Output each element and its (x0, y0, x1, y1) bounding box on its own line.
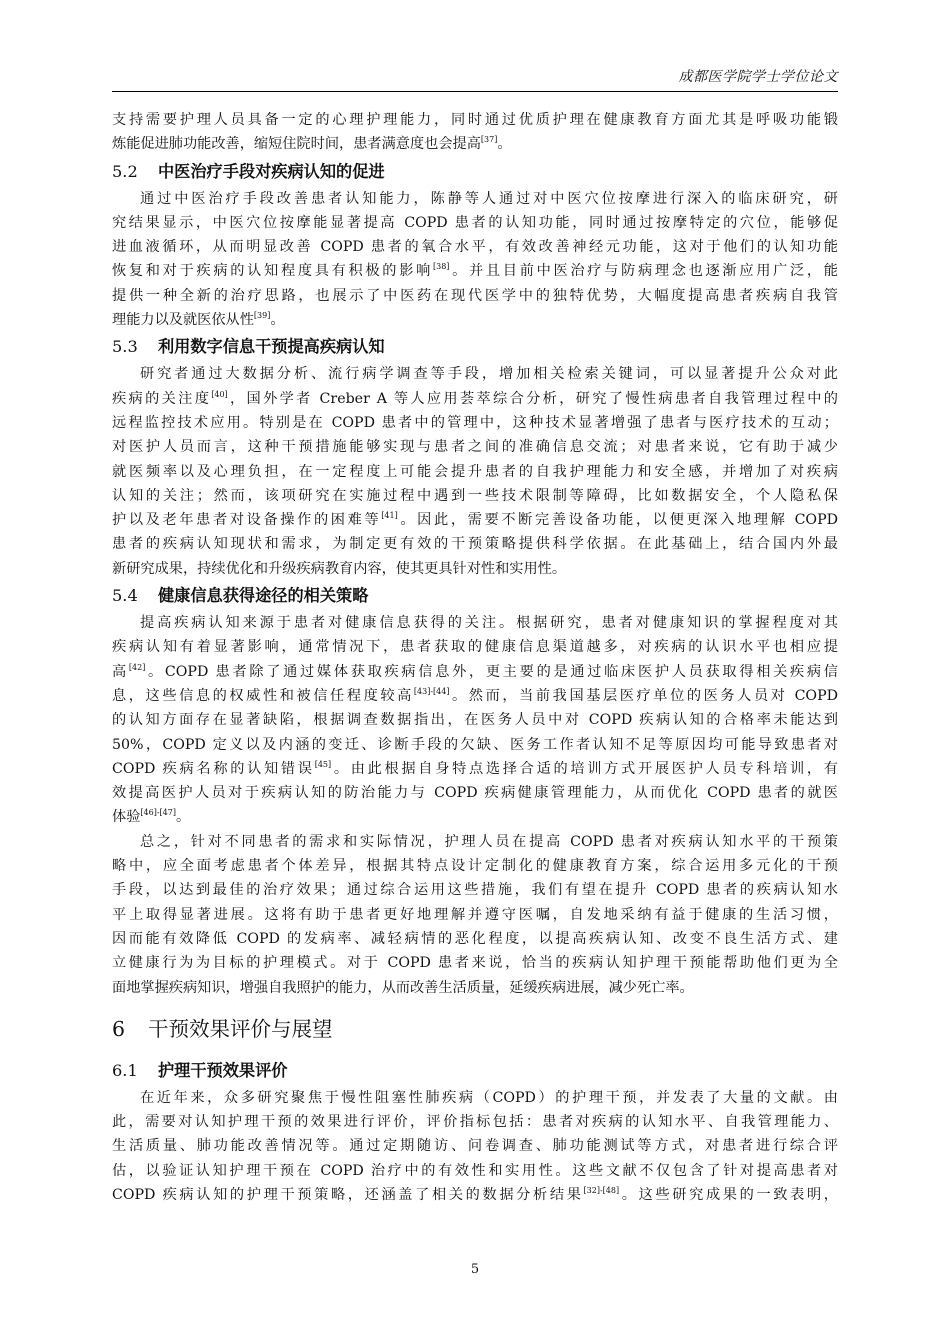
text-line: 理能力以及就医依从性[39]。 (112, 311, 285, 329)
citation-marker: [43]-[44] (413, 686, 450, 696)
heading-text: 护理干预效果评价 (158, 1060, 288, 1080)
heading-text: 健康信息获得途径的相关策略 (158, 586, 369, 606)
chapter-heading (112, 1004, 838, 1054)
text-line: 面地掌握疾病知识，增强自我照护的能力，从而改善生活质量，延缓疾病进展，减少死亡率。 (112, 979, 694, 996)
heading-number: 5.3 (112, 337, 138, 357)
text-line: 研究者通过大数据分析、流行病学调查等手段，增加相关检索关键词，可以显著提升公众对此 (140, 366, 838, 383)
citation-marker: [32]-[48] (583, 1185, 620, 1195)
citation-marker: [40] (211, 389, 228, 399)
text-line: 手段，以达到最佳的治疗效果；通过综合运用这些措施，我们有望在提升 COPD 患者的疾病认知水 (112, 882, 838, 899)
text-line: 患者的疾病认知现状和需求，为制定更有效的干预策略提供科学依据。在此基础上，结合国内外最 (112, 536, 838, 553)
citation-marker: [39] (253, 311, 271, 321)
paragraph (112, 108, 838, 157)
text-line: 总之，针对不同患者的需求和实际情况，护理人员在提高 COPD 患者对疾病认知水平的干预策 (140, 833, 838, 850)
text-line: 的认知方面存在显著缺陷，根据调查数据指出，在医务人员中对 COPD 疾病认知的合格率未能达到 (112, 712, 838, 729)
text-line: 进血液循环，从而明显改善 COPD 患者的氧合水平，有效改善神经元功能，这对于他们的认知功能 (112, 239, 838, 256)
text-line: 高[42]。COPD 患者除了通过媒体获取疾病信息外，更主要的是通过临床医护人员获取得相关疾病信 (112, 662, 838, 680)
paragraph (112, 830, 838, 1000)
text-line: 50%，COPD 定义以及内涵的变迁、诊断手段的欠缺、医务工作者认知不足等原因均可能导致患者对 (112, 736, 838, 753)
citation-marker: [41] (381, 511, 398, 521)
text-line: 疾病的关注度[40]，国外学者 Creber A 等人应用荟萃综合分析，研究了慢性病患者自我管理过程中的 (112, 389, 838, 407)
section-heading (112, 157, 838, 187)
text-line: 平上取得显著进展。这将有助于患者更好地理解并遵守医嘱，自发地采纳有益于健康的生活习惯， (112, 906, 838, 923)
text-line: 通过中医治疗手段改善患者认知能力，陈静等人通过对中医穴位按摩进行深入的临床研究，研 (140, 190, 838, 207)
citation-marker: [38] (433, 262, 450, 272)
citation-marker: [42] (128, 662, 146, 672)
citation-marker: [46]-[47] (140, 808, 176, 818)
text-line: 略中，应全面考虑患者个体差异，根据其特点设计定制化的健康教育方案，综合运用多元化的干预 (112, 858, 838, 875)
text-line: 远程监控技术应用。特别是在 COPD 患者中的管理中，这种技术显著增强了患者与医疗技术的互动； (112, 414, 838, 431)
text-line: 息，这些信息的权威性和被信任程度较高[43]-[44]。然而，当前我国基层医疗单位的医务人员对 COPD (112, 686, 838, 704)
text-line: 究结果显示，中医穴位按摩能显著提高 COPD 患者的认知功能，同时通过按摩特定的穴位，能够促 (112, 214, 838, 231)
section-heading (112, 1056, 838, 1086)
heading-number: 5.2 (112, 161, 138, 181)
text-line: 因而能有效降低 COPD 的发病率、减轻病情的恶化程度，以提高疾病认知、改变不良生活方式、建 (112, 930, 838, 947)
text-line: 立健康行为为目标的护理模式。对于 COPD 患者来说，恰当的疾病认知护理干预能帮助他们更为全 (112, 955, 838, 972)
paragraph (112, 1086, 838, 1207)
text-line: 新研究成果，持续优化和升级疾病教育内容，使其更具针对性和实用性。 (112, 560, 567, 577)
text-line: 就医频率以及心理负担，在一定程度上可能会提升患者的自我护理能力和安全感，并增加了对疾病 (112, 463, 838, 480)
citation-marker: [37] (480, 135, 498, 145)
text-line: 恢复和对于疾病的认知程度具有积极的影响[38]。并且目前中医治疗与防病理念也逐渐应用广泛，能 (112, 262, 838, 280)
paragraph (112, 611, 838, 830)
text-line: 护以及老年患者对设备操作的困难等[41]。因此，需要不断完善设备功能，以便更深入地理解 COPD (112, 511, 838, 529)
heading-text: 利用数字信息干预提高疾病认知 (158, 337, 385, 357)
text-line: 估，以验证认知护理干预在 COPD 治疗中的有效性和实用性。这些文献不仅包含了针对提高患者对 (112, 1162, 838, 1179)
heading-number: 5.4 (112, 586, 138, 606)
heading-number: 6.1 (112, 1060, 138, 1080)
header-rule (112, 91, 838, 92)
text-line: COPD 疾病名称的认知错误[45]。由此根据自身特点选择合适的培训方式开展医护人员专科培训，有 (112, 759, 838, 777)
paragraph (112, 362, 838, 581)
text-line: 在近年来，众多研究聚焦于慢性阻塞性肺疾病（COPD）的护理干预，并发表了大量的文献。由 (140, 1089, 838, 1106)
paragraph (112, 187, 838, 333)
text-line: COPD 疾病认知的护理干预策略，还涵盖了相关的数据分析结果[32]-[48]。这些研究成果的一致表明， (112, 1185, 838, 1203)
text-line: 此，需要对认知护理干预的效果进行评价，评价指标包括：患者对疾病的认知水平、自我管理能力、 (112, 1114, 838, 1131)
thesis-body (112, 108, 838, 1207)
text-line: 效提高医护人员对于疾病认知的防治能力与 COPD 疾病健康管理能力，从而优化 COPD 患者的就医 (112, 785, 838, 802)
text-line: 支持需要护理人员具备一定的心理护理能力，同时通过优质护理在健康教育方面尤其是呼吸功能锻 (112, 112, 838, 128)
page-number: 5 (470, 1262, 480, 1277)
text-line: 炼能促进肺功能改善，缩短住院时间，患者满意度也会提高[37]。 (112, 135, 512, 153)
text-line: 提高疾病认知来源于患者对健康信息获得的关注。根据研究，患者对健康知识的掌握程度对其 (140, 615, 838, 632)
citation-marker: [45] (314, 759, 332, 769)
section-heading (112, 581, 838, 611)
running-header-title: 成都医学院学士学位论文 (678, 69, 838, 85)
heading-text: 中医治疗手段对疾病认知的促进 (158, 161, 385, 181)
text-line: 对医护人员而言，这种干预措施能够实现与患者之间的准确信息交流；对患者来说，它有助于减少 (112, 439, 838, 456)
text-line: 生活质量、肺功能改善情况等。通过定期随访、问卷调查、肺功能测试等方式，对患者进行综合评 (112, 1138, 838, 1155)
text-line: 认知的关注；然而，该项研究在实施过程中遇到一些技术限制等障碍，比如数据安全，个人隐私保 (112, 487, 838, 504)
heading-text: 干预效果评价与展望 (148, 1016, 333, 1041)
text-line: 疾病认知有着显著影响，通常情况下，患者获取的健康信息渠道越多，对疾病的认识水平也相应提 (112, 639, 838, 656)
text-line: 体验[46]-[47]。 (112, 808, 191, 826)
heading-number: 6 (112, 1016, 126, 1041)
section-heading (112, 332, 838, 362)
text-line: 提供一种全新的治疗思路，也展示了中医药在现代医学中的独特优势，大幅度提高患者疾病自我管 (112, 287, 838, 304)
